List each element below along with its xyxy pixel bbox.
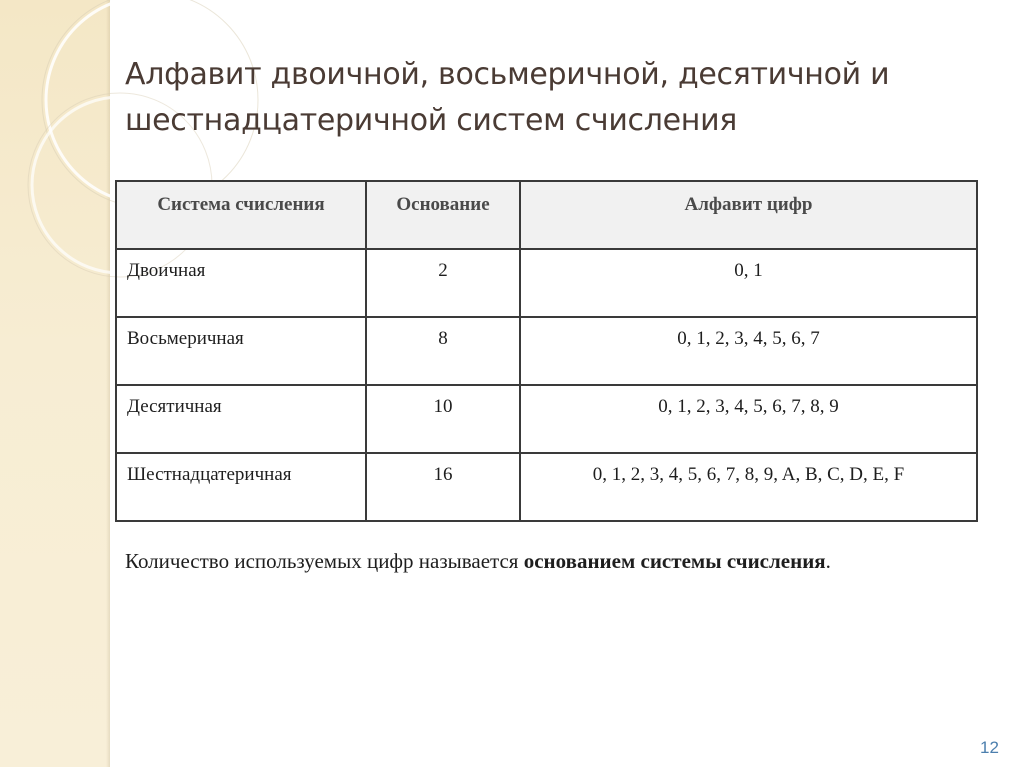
cell-base: 10 bbox=[366, 385, 520, 453]
header-system: Система счисления bbox=[116, 181, 366, 249]
cell-alphabet: 0, 1, 2, 3, 4, 5, 6, 7 bbox=[520, 317, 977, 385]
header-base: Основание bbox=[366, 181, 520, 249]
note-text: Количество используемых цифр называется bbox=[125, 549, 524, 573]
table-row bbox=[116, 249, 977, 317]
table-row bbox=[116, 317, 977, 385]
header-alphabet: Алфавит цифр bbox=[520, 181, 977, 249]
note-term: основанием системы счисления bbox=[523, 549, 826, 573]
cell-alphabet: 0, 1, 2, 3, 4, 5, 6, 7, 8, 9 bbox=[520, 385, 977, 453]
numeral-systems-table bbox=[115, 180, 978, 522]
cell-system: Десятичная bbox=[116, 385, 366, 453]
page-title: Алфавит двоичной, восьмеричной, десятичной и шестнадцатеричной систем счисления bbox=[125, 57, 890, 138]
page-number: 12 bbox=[980, 738, 999, 757]
table-row bbox=[116, 453, 977, 521]
table-header-row bbox=[116, 181, 977, 249]
cell-system: Шестнадцатеричная bbox=[116, 453, 366, 521]
cell-alphabet: 0, 1 bbox=[520, 249, 977, 317]
cell-system: Восьмеричная bbox=[116, 317, 366, 385]
cell-base: 2 bbox=[366, 249, 520, 317]
definition-note bbox=[125, 542, 957, 580]
note-period: . bbox=[825, 549, 831, 573]
cell-base: 16 bbox=[366, 453, 520, 521]
cell-system: Двоичная bbox=[116, 249, 366, 317]
table-row bbox=[116, 385, 977, 453]
cell-base: 8 bbox=[366, 317, 520, 385]
cell-alphabet: 0, 1, 2, 3, 4, 5, 6, 7, 8, 9, A, B, C, D, E, F bbox=[520, 453, 977, 521]
